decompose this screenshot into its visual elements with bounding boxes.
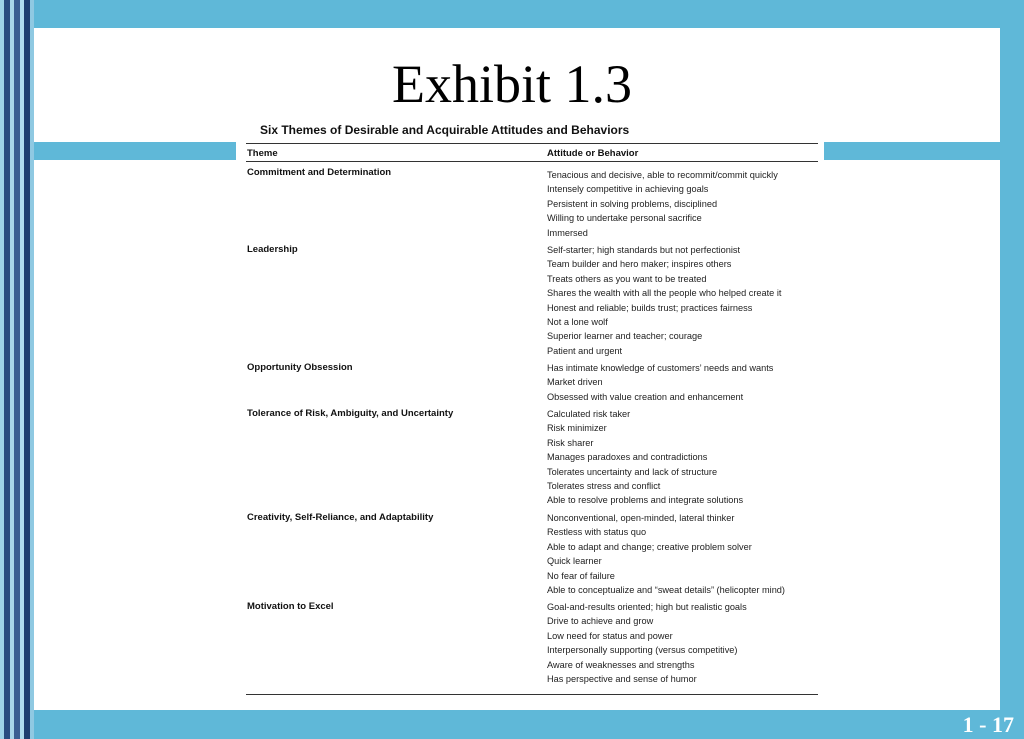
attitude-item: Goal-and-results oriented; high but realistic goals: [547, 602, 747, 612]
attitude-item: Obsessed with value creation and enhancement: [547, 391, 744, 402]
theme-label: Tolerance of Risk, Ambiguity, and Uncertainty: [247, 408, 454, 419]
attitude-item: Drive to achieve and grow: [547, 616, 654, 627]
attitude-item: Low need for status and power: [547, 630, 673, 641]
attitude-item: Treats others as you want to be treated: [547, 273, 707, 284]
attitude-item: Honest and reliable; builds trust; practices fairness: [547, 302, 753, 313]
attitude-item: Tolerates stress and conflict: [547, 480, 661, 491]
attitude-list: [547, 600, 747, 686]
attitude-item: Intensely competitive in achieving goals: [547, 184, 709, 195]
table-header-rule: [246, 161, 818, 162]
theme-label: Leadership: [247, 244, 298, 255]
column-header-attitude: Attitude or Behavior: [547, 148, 639, 159]
attitude-list: [547, 511, 785, 597]
attitude-item: Tolerates uncertainty and lack of structure: [547, 466, 718, 477]
attitude-item: Able to conceptualize and “sweat details” (helicopter mind): [547, 584, 785, 595]
table-top-rule: [246, 143, 818, 144]
attitude-item: Able to resolve problems and integrate solutions: [547, 495, 744, 506]
theme-label: Opportunity Obsession: [247, 362, 353, 373]
attitude-list: [547, 168, 778, 240]
attitude-item: Superior learner and teacher; courage: [547, 331, 703, 342]
attitude-item: Team builder and hero maker; inspires others: [547, 259, 732, 270]
slide-title: Exhibit 1.3: [392, 54, 632, 114]
attitude-item: Calculated risk taker: [547, 409, 631, 419]
attitude-item: Willing to undertake personal sacrifice: [547, 213, 702, 224]
attitude-item: Has perspective and sense of humor: [547, 673, 697, 684]
attitude-item: Persistent in solving problems, disciplined: [547, 198, 718, 209]
attitude-list: [547, 361, 773, 404]
attitude-item: Patient and urgent: [547, 345, 623, 356]
attitude-item: Restless with status quo: [547, 527, 647, 538]
attitude-list: [547, 407, 743, 508]
attitude-item: Shares the wealth with all the people who helped create it: [547, 288, 782, 299]
theme-label: Commitment and Determination: [247, 167, 392, 178]
attitude-item: Self-starter; high standards but not perfectionist: [547, 245, 741, 255]
attitude-item: Able to adapt and change; creative problem solver: [547, 541, 752, 552]
attitude-item: Interpersonally supporting (versus competitive): [547, 645, 738, 656]
theme-label: Motivation to Excel: [247, 601, 334, 612]
attitude-item: Has intimate knowledge of customers’ needs and wants: [547, 363, 774, 373]
attitude-item: No fear of failure: [547, 570, 615, 581]
attitude-item: Manages paradoxes and contradictions: [547, 452, 708, 463]
attitude-item: Tenacious and decisive, able to recommit/commit quickly: [547, 170, 778, 180]
attitude-item: Aware of weaknesses and strengths: [547, 659, 695, 670]
table-bottom-rule: [246, 694, 818, 695]
attitude-item: Not a lone wolf: [547, 316, 608, 327]
attitude-item: Market driven: [547, 377, 603, 388]
attitude-item: Nonconventional, open-minded, lateral thinker: [547, 513, 735, 523]
attitude-item: Quick learner: [547, 556, 602, 567]
attitude-item: Risk minimizer: [547, 423, 607, 434]
attitude-list: [547, 243, 781, 358]
column-header-theme: Theme: [247, 148, 278, 159]
attitude-item: Immersed: [547, 227, 588, 238]
exhibit-subtitle: Six Themes of Desirable and Acquirable Attitudes and Behaviors: [260, 123, 630, 137]
theme-label: Creativity, Self-Reliance, and Adaptability: [247, 512, 434, 523]
attitude-item: Risk sharer: [547, 437, 594, 448]
page-number: 1 - 17: [962, 712, 1014, 737]
